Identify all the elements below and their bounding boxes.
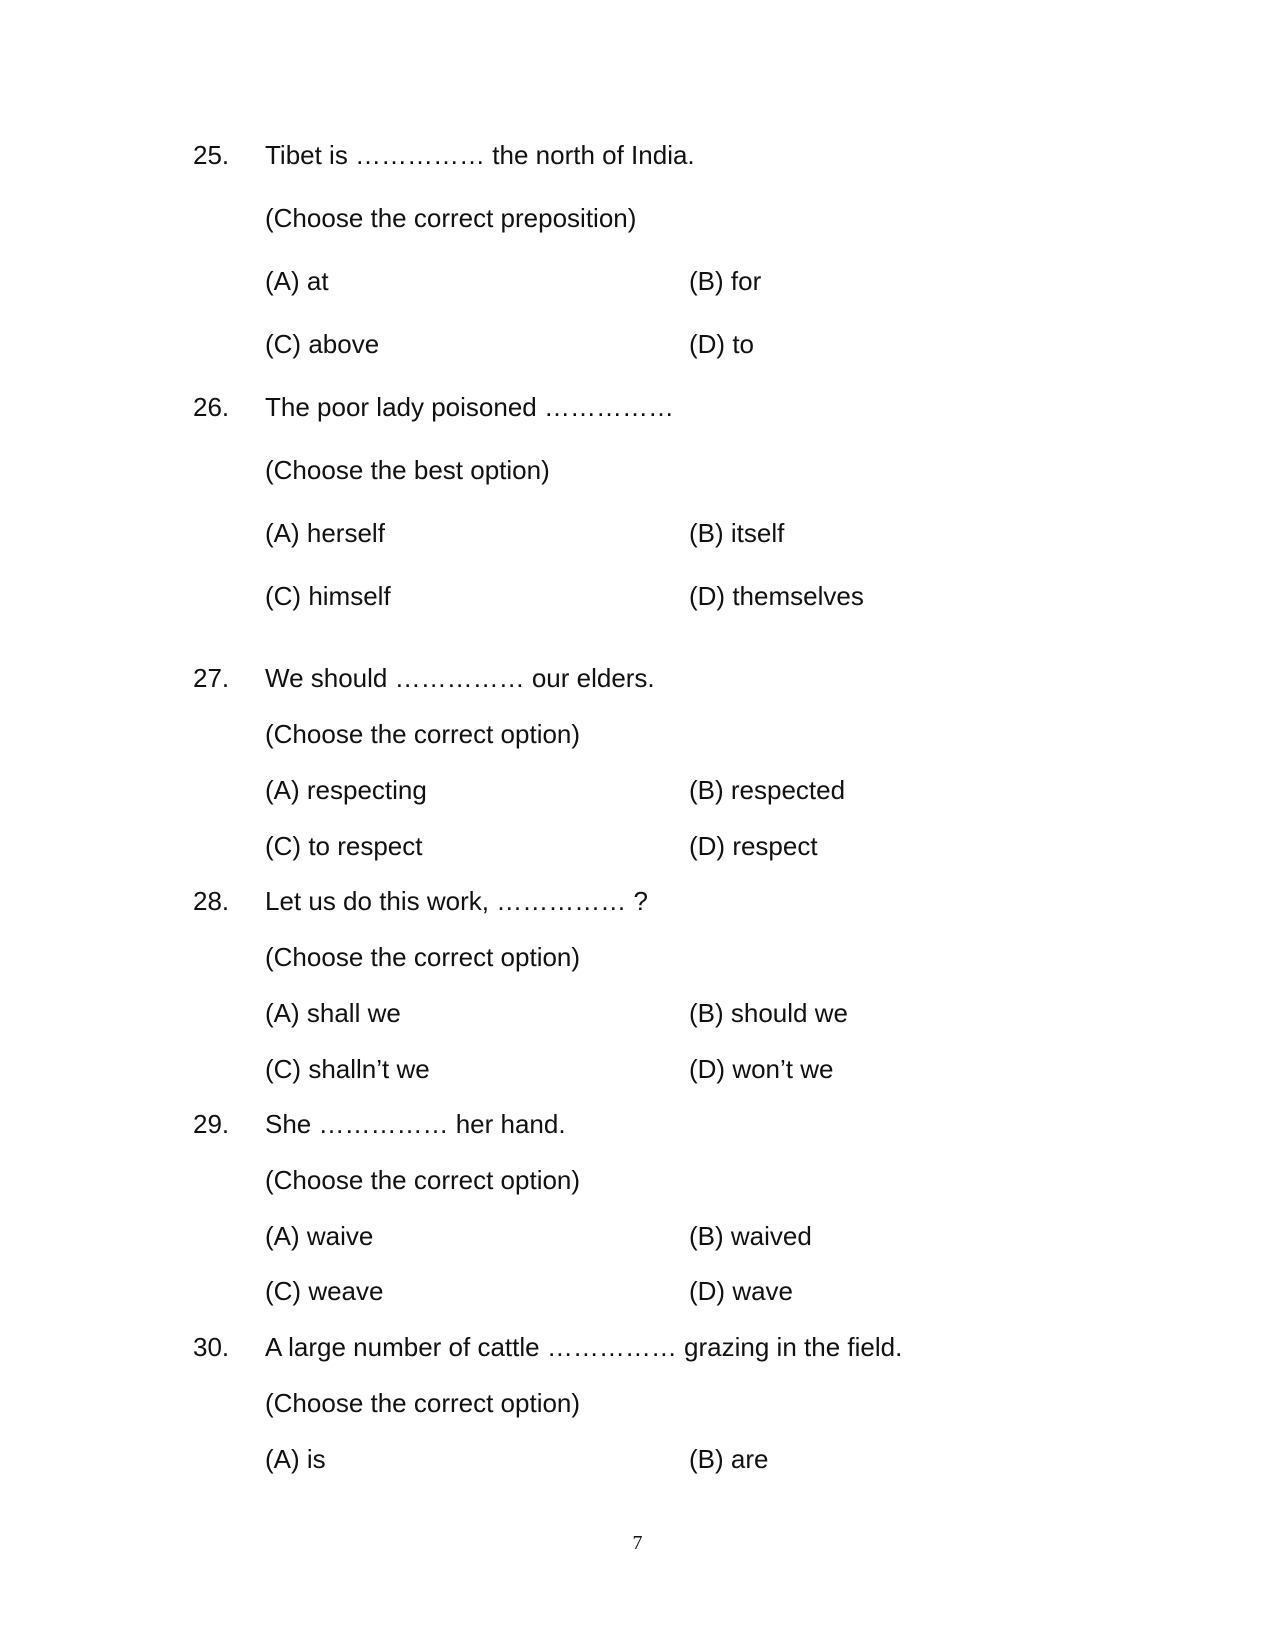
option-a: (A) is bbox=[265, 1444, 326, 1474]
option-c: (C) weave bbox=[265, 1276, 384, 1306]
question-number: 30. bbox=[193, 1332, 230, 1362]
option-c: (C) above bbox=[265, 329, 380, 359]
option-b: (B) itself bbox=[689, 518, 785, 548]
option-a: (A) herself bbox=[265, 518, 385, 548]
option-b: (B) for bbox=[689, 266, 762, 296]
page-number: 7 bbox=[632, 1532, 643, 1554]
question-number: 28. bbox=[193, 886, 230, 916]
option-d: (D) respect bbox=[689, 831, 818, 861]
question-stem: Tibet is …………… the north of India. bbox=[265, 140, 695, 170]
option-d: (D) wave bbox=[689, 1276, 794, 1306]
question-stem: Let us do this work, …………… ? bbox=[265, 886, 648, 916]
option-a: (A) waive bbox=[265, 1221, 374, 1251]
option-d: (D) won’t we bbox=[689, 1054, 834, 1084]
option-b: (B) respected bbox=[689, 775, 846, 805]
option-a: (A) shall we bbox=[265, 998, 401, 1028]
question-instruction: (Choose the correct option) bbox=[265, 942, 581, 972]
question-number: 29. bbox=[193, 1109, 230, 1139]
option-c: (C) to respect bbox=[265, 831, 423, 861]
option-b: (B) should we bbox=[689, 998, 848, 1028]
option-a: (A) respecting bbox=[265, 775, 427, 805]
option-c: (C) shalln’t we bbox=[265, 1054, 430, 1084]
question-instruction: (Choose the correct preposition) bbox=[265, 203, 637, 233]
question-number: 27. bbox=[193, 663, 230, 693]
question-stem: The poor lady poisoned …………… bbox=[265, 392, 674, 422]
option-c: (C) himself bbox=[265, 581, 391, 611]
question-number: 26. bbox=[193, 392, 230, 422]
question-instruction: (Choose the correct option) bbox=[265, 1165, 581, 1195]
option-b: (B) are bbox=[689, 1444, 769, 1474]
question-number: 25. bbox=[193, 140, 230, 170]
question-stem: She …………… her hand. bbox=[265, 1109, 566, 1139]
question-instruction: (Choose the correct option) bbox=[265, 719, 581, 749]
question-instruction: (Choose the correct option) bbox=[265, 1388, 581, 1418]
option-d: (D) to bbox=[689, 329, 754, 359]
option-a: (A) at bbox=[265, 266, 329, 296]
question-stem: We should …………… our elders. bbox=[265, 663, 655, 693]
option-b: (B) waived bbox=[689, 1221, 812, 1251]
question-instruction: (Choose the best option) bbox=[265, 455, 550, 485]
question-stem: A large number of cattle …………… grazing in the field. bbox=[265, 1332, 903, 1362]
option-d: (D) themselves bbox=[689, 581, 864, 611]
